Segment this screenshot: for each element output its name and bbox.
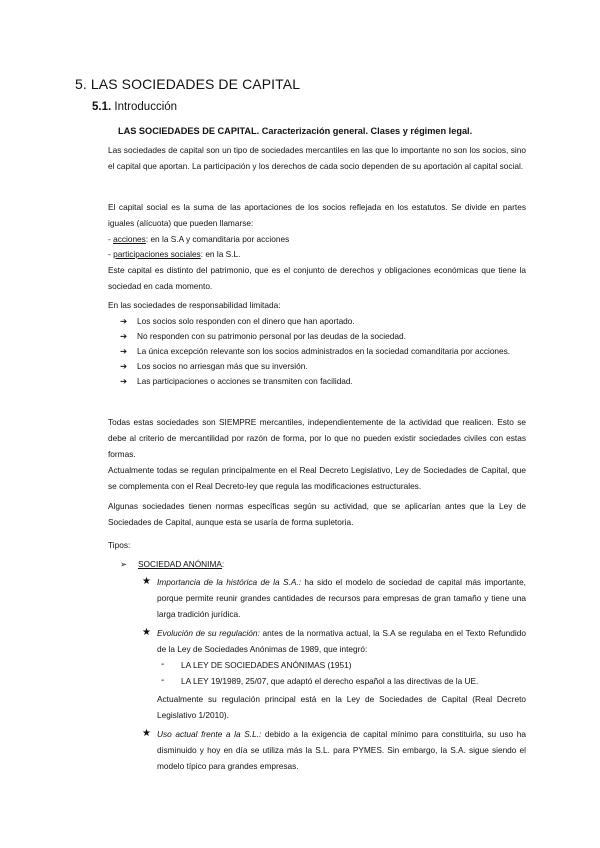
list-item: ➔ Las participaciones o acciones se transmiten con facilidad. (108, 374, 528, 389)
tipos-label: Tipos: (108, 540, 131, 550)
list-item: - participaciones sociales: en la S.L. (108, 249, 241, 259)
chapter-heading (75, 76, 300, 92)
arrow-icon: ➔ (120, 316, 127, 326)
arrow-icon: ➔ (120, 331, 127, 341)
chapter-number: 5. (75, 76, 87, 92)
list-item: ➔ Los socios no arriesgan más que su inversión. (108, 359, 528, 374)
paragraph-normas-especificas: Algunas sociedades tienen normas específicas según su actividad, que se aplicarían antes que la Ley de Sociedades de Capital, aunque esta se usaría de forma supletoria. (108, 501, 526, 527)
paragraph-mercantiles: Todas estas sociedades son SIEMPRE mercantiles, independientemente de la actividad que realicen. Esto se debe al criterio de mercantilidad por razón de forma, por lo que no pueden existir sociedades civiles con estas formas. Actualmente todas se regulan principalmente en el Real Decreto Legislativo, Ley de Sociedades de Capital, que se complementa con el Real Decreto-ley que regula las modificaciones estructurales. (108, 417, 526, 491)
arrow-list (108, 314, 528, 389)
dash-icon: - (161, 675, 165, 686)
arrow-icon: ➔ (120, 346, 127, 356)
section-title: Introducción (114, 101, 178, 113)
star-list (142, 574, 526, 774)
term-acciones: acciones (113, 234, 146, 244)
section-number: 5.1. (92, 101, 112, 113)
list-item: ★ Uso actual frente a la S.L.: debido a la exigencia de capital mínimo para constituirla, su uso ha disminuido y hoy en día se utiliza más la S.L. para PYMES. Sin embargo, la S.A. sigue siendo el modelo típico para grandes empresas. (142, 728, 526, 771)
chapter-title: LAS SOCIEDADES DE CAPITAL (90, 76, 301, 92)
list-item: - acciones: en la S.A y comanditaria por acciones (108, 234, 290, 244)
list-item: ★ Evolución de su regulación: antes de la normativa actual, la S.A se regulaba en el Texto Refundido de la Ley de Sociedades Anónimas de 1989, que integró: - LA LEY DE SOCIEDADES ANÓNIMAS (1951) - LA LEY 19/1989, 25/07, que adaptó el derecho español a las directivas de la UE. Actualmente su regulación principal está en la Ley de Sociedades de Capital (Real Decreto Legislativo 1/2010). (142, 625, 526, 723)
paragraph-definition: Las sociedades de capital son un tipo de sociedades mercantiles en las que lo importante no son los socios, sino el capital que aportan. La participación y los derechos de cada socio dependen de su aportación al capital social. (108, 145, 526, 171)
list-item: - LA LEY 19/1989, 25/07, que adaptó el derecho español a las directivas de la UE. (157, 673, 526, 689)
arrow-icon: ➔ (120, 361, 127, 371)
paragraph-srl-intro: En las sociedades de responsabilidad limitada: (108, 300, 281, 310)
star-icon: ★ (142, 576, 151, 587)
list-item: ➔ Los socios solo responden con el dinero que han aportado. (108, 314, 528, 329)
list-item: ★ Importancia de la histórica de la S.A.: ha sido el modelo de sociedad de capital más importante, porque permite reunir grandes cantidades de recursos para empresas de gran tamaño y tiene una larga tradición jurídica. (142, 576, 526, 619)
paragraph-capital-social: El capital social es la suma de las aportaciones de los socios reflejada en los estatutos. Se divide en partes iguales (alícuota) que pueden llamarse: (108, 202, 526, 228)
list-item: ➔ La única excepción relevante son los socios administrados en la sociedad comanditaria por acciones. (108, 344, 528, 359)
regulation-note: Actualmente su regulación principal está en la Ley de Sociedades de Capital (Real Decreto Legislativo 1/2010). (157, 694, 526, 720)
paragraph-patrimonio: Este capital es distinto del patrimonio, que es el conjunto de derechos y obligaciones económicas que tiene la sociedad en cada momento. (108, 265, 526, 291)
star-icon: ★ (142, 627, 151, 638)
subtitle: LAS SOCIEDADES DE CAPITAL. Caracterización general. Clases y régimen legal. (118, 126, 473, 136)
star-icon: ★ (142, 728, 151, 739)
tipo-sociedad-anonima: ➢ SOCIEDAD ANÓNIMA: (120, 556, 224, 572)
term-participaciones: participaciones sociales (113, 249, 201, 259)
division-list (108, 232, 526, 262)
list-item: ➔ No responden con su patrimonio personal por las deudas de la sociedad. (108, 329, 528, 344)
section-heading (92, 101, 177, 113)
arrow-icon: ➔ (120, 376, 127, 386)
list-item: - LA LEY DE SOCIEDADES ANÓNIMAS (1951) (157, 657, 526, 673)
triangle-bullet-icon: ➢ (120, 559, 127, 569)
dash-icon: - (161, 659, 165, 670)
